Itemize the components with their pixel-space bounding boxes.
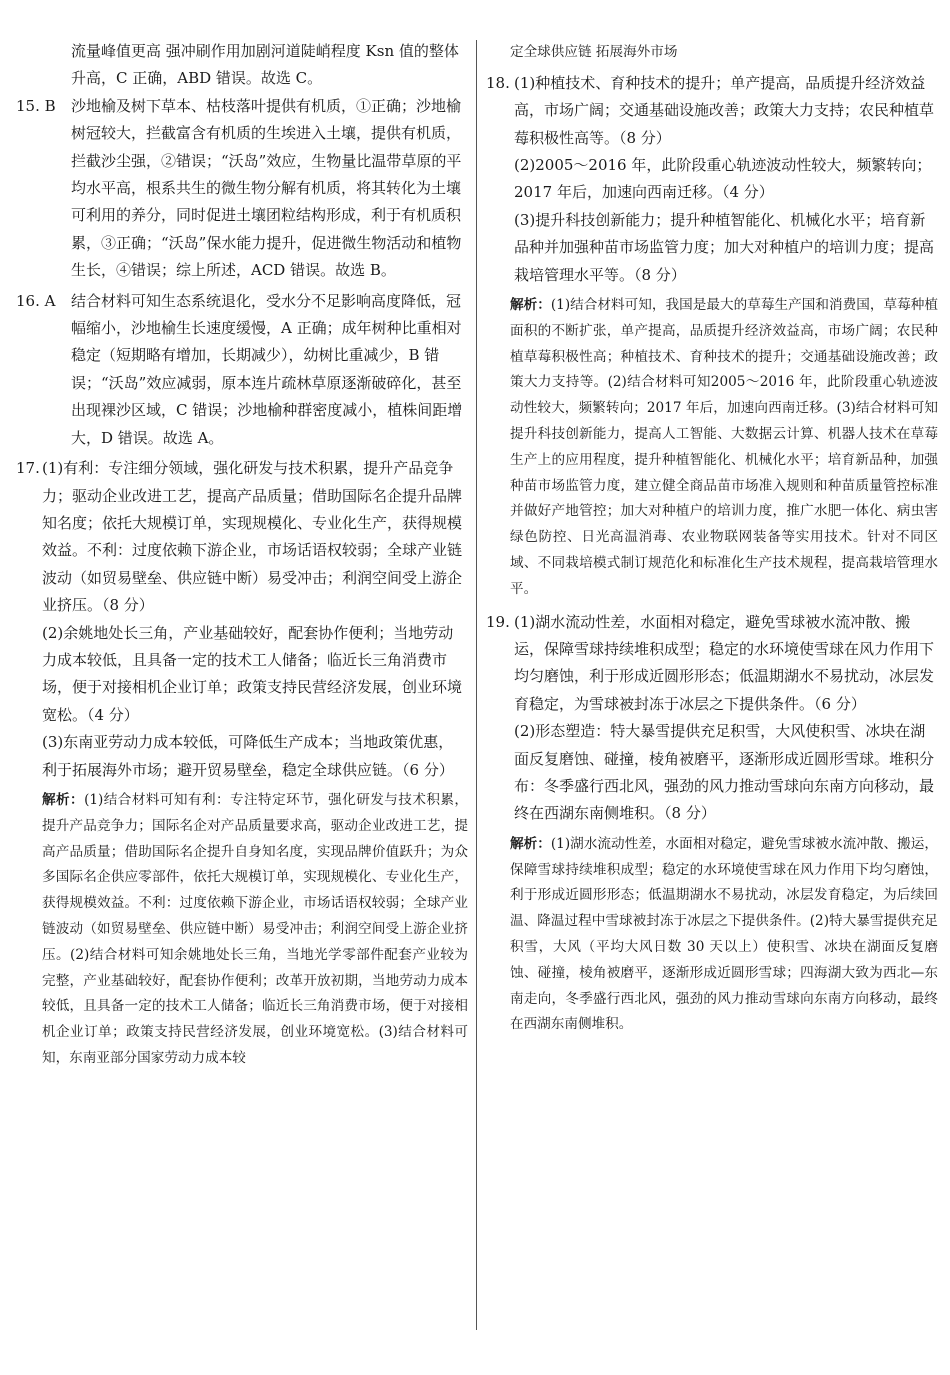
answer-17-part2: (2)余姚地处长三角，产业基础较好，配套协作便利；当地劳动力成本较低，且具备一定的技术工人储备；临近长三角消费市场，便于对接相机企业订单；政策支持民营经济发展，创业环境宽松。（4 分） <box>42 623 463 724</box>
answer-18-explanation <box>510 293 938 603</box>
answer-17 <box>16 455 468 619</box>
answer-15-number: 15. B <box>16 96 56 115</box>
answer-18-part1: (1)种植技术、育种技术的提升；单产提高，品质提升经济效益高，市场广阔；交通基础设施改善；政策大力支持；农民种植草莓积极性高等。（8 分） <box>514 73 935 147</box>
answer-17-number: 17. <box>16 459 40 478</box>
answer-16-text: 结合材料可知生态系统退化，受水分不足影响高度降低，冠幅缩小，沙地榆生长速度缓慢，A 正确；成年树种比重相对稳定（短期略有增加，长期减少），幼树比重减少，B 错误；“沃岛”效应减弱，原本连片疏林草原逐渐破碎化，甚至出现裸沙区域，C 错误；沙地榆种群密度减小，植株间距增大，D 错误。故选 A。 <box>71 291 463 447</box>
left-column <box>16 38 468 1078</box>
answer-17-part1: (1)有利：专注细分领域，强化研发与技术积累，提升产品竞争力；驱动企业改进工艺，提高产品质量；借助国际名企提升品牌知名度；依托大规模订单，实现规模化、专业化生产，获得规模效益。不利：过度依赖下游企业，市场话语权较弱；全球产业链波动（如贸易壁垒、供应链中断）易受冲击；利润空间受上游企业挤压。（8 分） <box>42 459 463 615</box>
answer-16-number: 16. A <box>16 291 56 310</box>
answer-16 <box>16 288 468 452</box>
answer-18-part2: (2)2005～2016 年，此阶段重心轨迹波动性较大，频繁转向；2017 年后，加速向西南迁移。（4 分） <box>514 156 932 202</box>
answer-15-text: 沙地榆及树下草本、枯枝落叶提供有机质，①正确；沙地榆树冠较大，拦截富含有机质的生埃进入土壤，提供有机质，拦截沙尘强，②错误；“沃岛”效应，生物量比温带草原的平均水平高，根系共生的微生物分解有机质，将其转化为土壤可利用的养分，同时促进土壤团粒结构形成，利于有机质积累，③正确；“沃岛”保水能力提升，促进微生物活动和植物生长，④错误；综上所述，ACD 错误。故选 B。 <box>71 96 462 280</box>
explanation-text: (1)结合材料可知，我国是最大的草莓生产国和消费国，草莓种植面积的不断扩张，单产提高，品质提升经济效益高，市场广阔；农民种植草莓积极性高；种植技术、育种技术的提升；交通基础设施改善；政策大力支持等。(2)结合材料可知2005～2016 年，此阶段重心轨迹波动性较大，频繁转向；2017 年后，加速向西南迁移。(3)结合材料可知提升科技创新能力，提高人工智能、大数据云计算、机器人技术在草莓生产上的应用程度，提升种植智能化、机械化水平；培育新品种，加强种苗市场监管力度，建立健全商品苗市场准入规则和种苗质量管控标准并做好产地管控；加大对种植户的培训力度，推广水肥一体化、病虫害绿色防控、日光高温消毒、农业物联网装备等实用技术。针对不同区域、不同栽培模式制订规范化和标准化生产技术规程，提高栽培管理水平。 <box>510 297 938 597</box>
explanation-text: (1)湖水流动性差，水面相对稳定，避免雪球被水流冲散、搬运，保障雪球持续堆积成型；稳定的水环境使雪球在风力作用下均匀磨蚀，利于形成近圆形形态；低温期湖水不易扰动，冰层发育稳定，为后续回温、降温过程中雪球被封冻于冰层之下提供条件。(2)特大暴雪提供充足积雪，大风（平均大风日数 30 天以上）使积雪、冰块在湖面反复磨蚀、碰撞，棱角被磨平，逐渐形成近圆形雪球；四海湖大致为西北—东南走向，冬季盛行西北风，强劲的风力推动雪球向东南方向移动，最终在西湖东南侧堆积。 <box>510 835 938 1033</box>
answer-18-part3: (3)提升科技创新能力；提升种植智能化、机械化水平；培育新品种并加强种苗市场监管力度；加大对种植户的培训力度；提高栽培管理水平等。（8 分） <box>514 210 935 284</box>
answer-15 <box>16 93 468 285</box>
answer-18 <box>486 70 938 152</box>
answer-17-part3: (3)东南亚劳动力成本较低，可降低生产成本；当地政策优惠，利于拓展海外市场；避开贸易壁垒，稳定全球供应链。（6 分） <box>42 733 454 779</box>
answer-17-explanation <box>42 788 468 1072</box>
answer-18-number: 18. <box>486 73 510 92</box>
explanation-label: 解析： <box>510 297 551 314</box>
explanation-label: 解析： <box>510 835 551 852</box>
q14-continuation: 流量峰值更高 强冲刷作用加剧河道陡峭程度 Ksn 值的整体升高，C 正确，ABD 错误。故选 C。 <box>71 42 459 88</box>
explanation-text: (1)结合材料可知有利：专注特定环节，强化研发与技术积累，提升产品竞争力；国际名企对产品质量要求高，驱动企业改进工艺，提高产品质量；借助国际名企提升自身知名度，实现品牌价值跃升；为众多国际名企供应零部件，依托大规模订单，实现规模化、专业化生产，获得规模效益。不利：过度依赖下游企业，市场话语权较弱；全球产业链波动（如贸易壁垒、供应链中断）易受冲击；利润空间受上游企业挤压。(2)结合材料可知余姚地处长三角，当地光学零部件配套产业较为完整，产业基础较好，配套协作便利；改革开放初期，当地劳动力成本较低，且具备一定的技术工人储备；临近长三角消费市场，便于对接相机企业订单；政策支持民营经济发展，创业环境宽松。(3)结合材料可知，东南亚部分国家劳动力成本较 <box>42 791 468 1066</box>
right-column <box>486 38 938 1044</box>
column-divider <box>476 40 477 1330</box>
answer-19-part1: (1)湖水流动性差，水面相对稳定，避免雪球被水流冲散、搬运，保障雪球持续堆积成型；稳定的水环境使雪球在风力作用下均匀磨蚀，利于形成近圆形形态；低温期湖水不易扰动，冰层发育稳定，为雪球被封冻于冰层之下提供条件。（6 分） <box>514 612 935 713</box>
answer-19 <box>486 609 938 719</box>
answer-19-number: 19. <box>486 612 510 631</box>
q17-explanation-continuation: 定全球供应链 拓展海外市场 <box>510 44 678 60</box>
explanation-label: 解析： <box>42 791 85 808</box>
answer-19-explanation <box>510 832 938 1038</box>
answer-19-part2: (2)形态塑造：特大暴雪提供充足积雪，大风使积雪、冰块在湖面反复磨蚀、碰撞，棱角被磨平，逐渐形成近圆形雪球。堆积分布：冬季盛行西北风，强劲的风力推动雪球向东南方向移动，最终在西湖东南侧堆积。（8 分） <box>514 722 935 823</box>
